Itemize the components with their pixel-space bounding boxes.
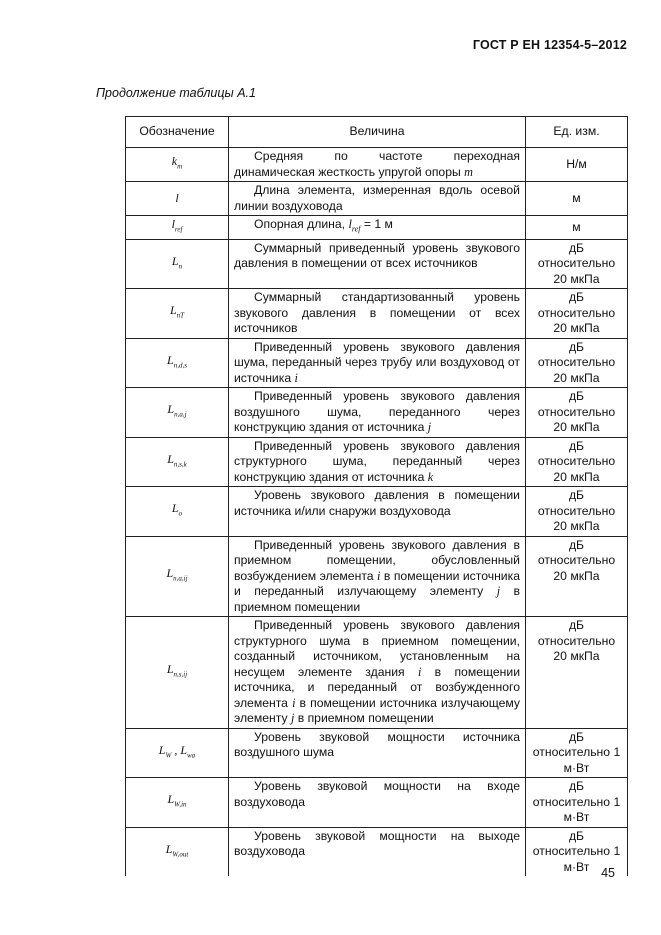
table-row [126, 617, 628, 729]
unit-cell: дБ относительно 20 мкПа [526, 536, 628, 617]
description-cell: Уровень звуковой мощности на выходе воздуховода [229, 827, 526, 876]
table-row [126, 216, 628, 240]
table-row [126, 487, 628, 537]
symbol-cell: $L_{W,in}$ [126, 778, 229, 828]
symbol-cell: $L_{n,a,ij}$ [126, 536, 229, 617]
description-cell: Средняя по частоте переходная динамическая жесткость упругой опоры m [229, 148, 526, 182]
unit-cell: дБ относительно 20 мкПа [526, 617, 628, 729]
table-row [126, 182, 628, 216]
table-row [126, 778, 628, 828]
table-row [126, 239, 628, 289]
table-row [126, 536, 628, 617]
column-header-symbol: Обозначение [126, 117, 229, 148]
document-header: ГОСТ Р ЕН 12354-5–2012 [472, 38, 627, 52]
unit-cell: дБ относительно 20 мкПа [526, 487, 628, 537]
description-cell: Приведенный уровень звукового давления шума, переданный через трубу или воздуховод от источника i [229, 338, 526, 388]
unit-cell: м [526, 182, 628, 216]
table-header-row [126, 117, 628, 148]
description-cell: Приведенный уровень звукового давления структурного шума, переданный через конструкцию здания от источника k [229, 437, 526, 487]
description-cell: Приведенный уровень звукового давления воздушного шума, переданного через конструкцию здания от источника j [229, 388, 526, 438]
column-header-quantity: Величина [229, 117, 526, 148]
symbol-cell: $L_{n,s,k}$ [126, 437, 229, 487]
unit-cell: Н/м [526, 148, 628, 182]
symbol-cell: $L_{W,out}$ [126, 827, 229, 876]
unit-cell: дБ относительно 20 мкПа [526, 388, 628, 438]
symbol-cell: $l_{ref}$ [126, 216, 229, 240]
symbol-cell: $L_{n,a,j}$ [126, 388, 229, 438]
description-cell: Уровень звуковой мощности источника воздушного шума [229, 728, 526, 778]
page-number: 45 [601, 866, 615, 880]
description-cell: Длина элемента, измеренная вдоль осевой линии воздуховода [229, 182, 526, 216]
unit-cell: дБ относительно 20 мкПа [526, 338, 628, 388]
table-row [126, 148, 628, 182]
symbol-cell: $L_{n,d,s}$ [126, 338, 229, 388]
symbol-cell: $L_{n,s,ij}$ [126, 617, 229, 729]
unit-cell: дБ относительно 20 мкПа [526, 437, 628, 487]
table-caption: Продолжение таблицы А.1 [96, 86, 256, 100]
symbol-cell: $L_W$ , $L_{wa}$ [126, 728, 229, 778]
description-cell: Суммарный приведенный уровень звукового давления в помещении от всех источников [229, 239, 526, 289]
table-row [126, 388, 628, 438]
unit-cell: дБ относительно 20 мкПа [526, 289, 628, 339]
unit-cell: дБ относительно 1 м·Вт [526, 778, 628, 828]
table-row [126, 827, 628, 876]
symbol-cell: $L_{nT}$ [126, 289, 229, 339]
symbol-cell: l [126, 182, 229, 216]
table-row [126, 728, 628, 778]
description-cell: Уровень звукового давления в помещении источника и/или снаружи воздуховода [229, 487, 526, 537]
column-header-unit: Ед. изм. [526, 117, 628, 148]
symbol-cell: $L_n$ [126, 239, 229, 289]
symbol-cell: $k_m$ [126, 148, 229, 182]
unit-cell: дБ относительно 1 м·Вт [526, 728, 628, 778]
table-row [126, 289, 628, 339]
table-row [126, 437, 628, 487]
description-cell: Суммарный стандартизованный уровень звукового давления в помещении от всех источников [229, 289, 526, 339]
unit-cell: м [526, 216, 628, 240]
unit-cell: дБ относительно 1 м·Вт [526, 827, 628, 876]
description-cell: Приведенный уровень звукового давления структурного шума в приемном помещении, созданный источником, установленным на несущем элементе здания i в помещении источника, и переданный от возбужденного элемента i в помещении источника излучающему элементу j в приемном помещении [229, 617, 526, 729]
unit-cell: дБ относительно 20 мкПа [526, 239, 628, 289]
table-row [126, 338, 628, 388]
symbol-cell: $L_o$ [126, 487, 229, 537]
description-cell: Опорная длина, $l_{ref} = 1$ м [229, 216, 526, 240]
symbols-table [125, 116, 628, 876]
description-cell: Приведенный уровень звукового давления в приемном помещении, обусловленный возбуждением элемента i в помещении источника и переданный излучающему элементу j в приемном помещении [229, 536, 526, 617]
description-cell: Уровень звуковой мощности на входе воздуховода [229, 778, 526, 828]
